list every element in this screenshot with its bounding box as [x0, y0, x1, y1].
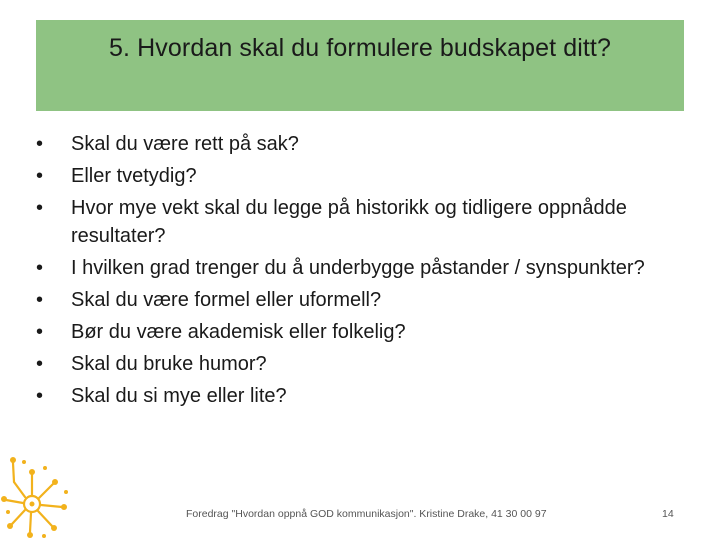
bullet-marker: • — [36, 321, 44, 343]
bullet-item — [36, 350, 646, 378]
bullet-item — [36, 254, 646, 282]
bullet-marker: • — [36, 385, 44, 407]
slide-title: 5. Hvordan skal du formulere budskapet ditt? — [109, 34, 611, 62]
bullet-item — [36, 382, 646, 410]
bullet-text: Skal du være rett på sak? — [71, 133, 299, 155]
bullet-marker: • — [36, 165, 44, 187]
sun-flower-logo-icon — [0, 452, 80, 540]
bullet-item — [36, 194, 646, 250]
bullet-item — [36, 286, 646, 314]
slide-number: 14 — [662, 508, 674, 520]
bullet-item — [36, 318, 646, 346]
bullet-text: Bør du være akademisk eller folkelig? — [71, 321, 406, 343]
bullet-text: Hvor mye vekt skal du legge på historikk og tidligere oppnådde resultater? — [71, 197, 627, 247]
bullet-text: Skal du si mye eller lite? — [71, 385, 287, 407]
bullet-text: Skal du være formel eller uformell? — [71, 289, 382, 311]
footer-text: Foredrag "Hvordan oppnå GOD kommunikasjon". Kristine Drake, 41 30 00 97 — [186, 508, 547, 520]
title-bar — [36, 20, 684, 111]
bullet-item — [36, 130, 646, 158]
bullet-item — [36, 162, 646, 190]
bullet-marker: • — [36, 257, 44, 279]
bullet-list — [36, 130, 646, 414]
bullet-marker: • — [36, 133, 44, 155]
bullet-marker: • — [36, 197, 44, 219]
bullet-marker: • — [36, 353, 44, 375]
bullet-marker: • — [36, 289, 44, 311]
bullet-text: I hvilken grad trenger du å underbygge påstander / synspunkter? — [71, 257, 645, 279]
bullet-text: Skal du bruke humor? — [71, 353, 267, 375]
bullet-text: Eller tvetydig? — [71, 165, 197, 187]
